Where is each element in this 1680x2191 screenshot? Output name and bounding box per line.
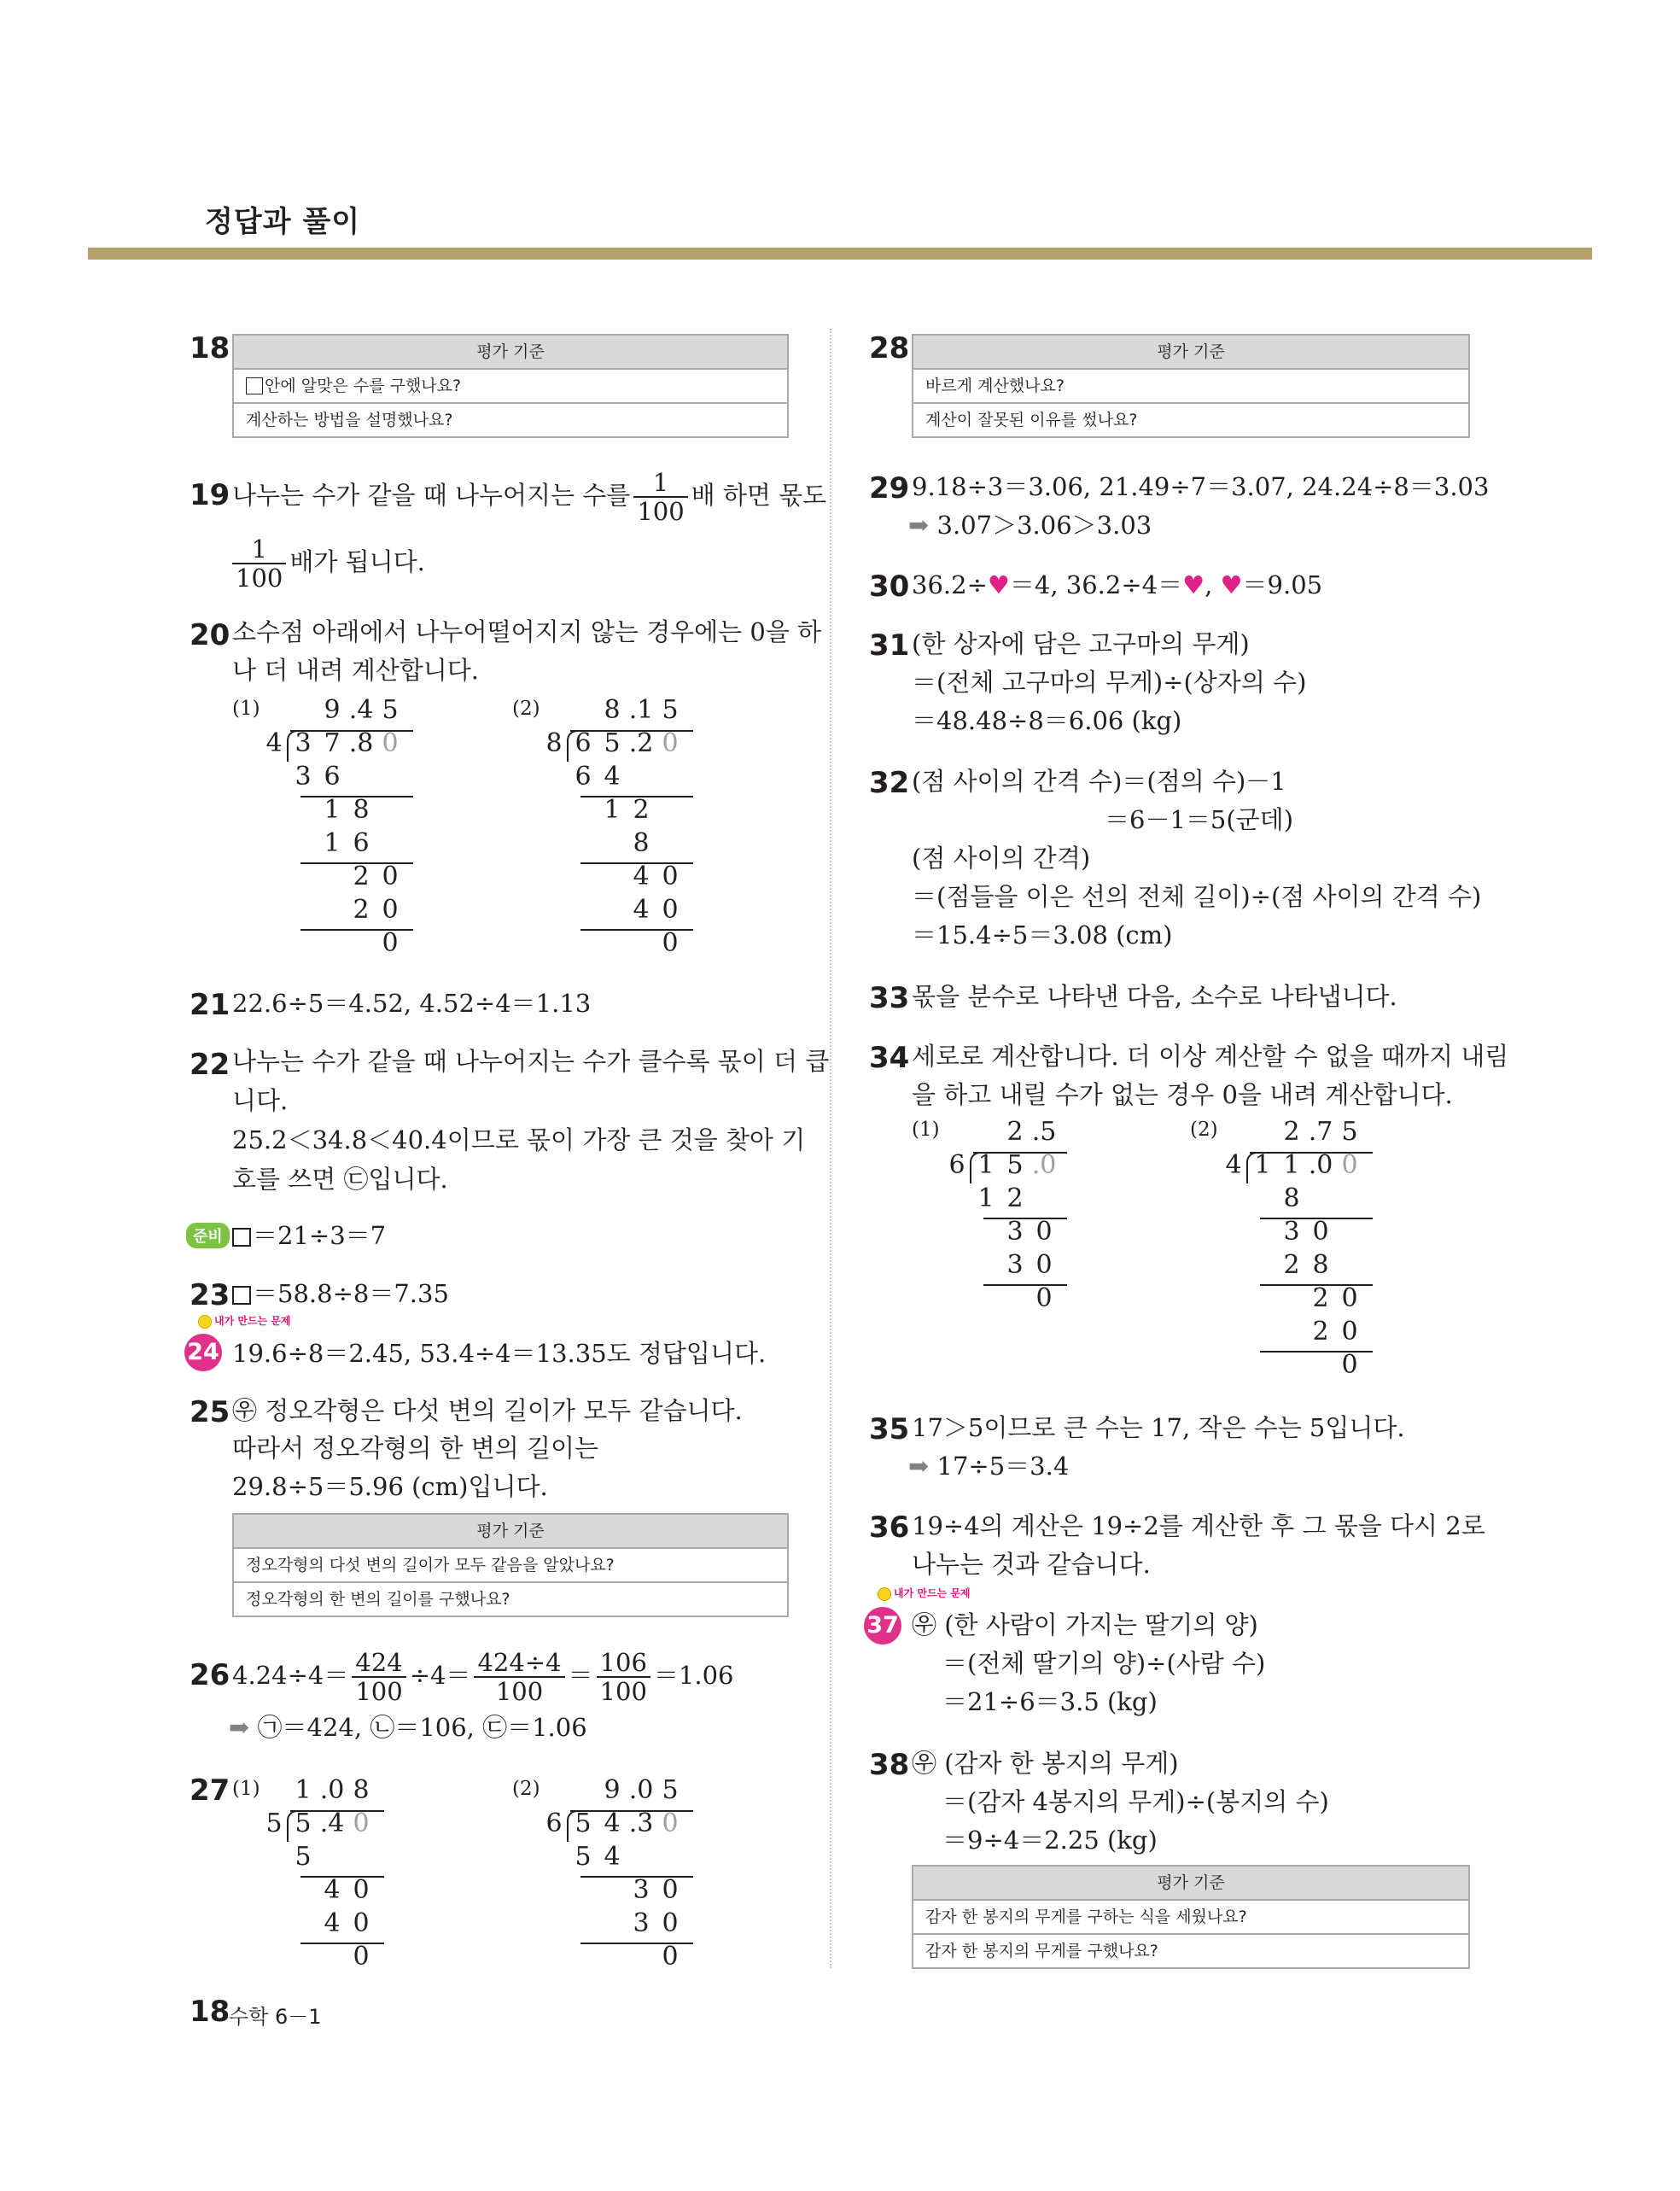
division-digit: 2 <box>633 795 650 825</box>
heart-icon: ♥ <box>987 570 1010 599</box>
heart-icon: ♥ <box>1220 570 1243 599</box>
division-digit: 0 <box>662 1908 679 1938</box>
q33-number: 33 <box>869 981 910 1015</box>
division-digit: 3 <box>1006 1250 1024 1280</box>
division-digit: 6 <box>575 762 592 792</box>
division-digit: 0 <box>1341 1350 1358 1380</box>
division-digit: 3 <box>633 1908 650 1938</box>
q32-line5: ＝15.4÷5＝3.08 (cm) <box>912 920 1173 949</box>
q38-number: 38 <box>869 1748 910 1782</box>
junbi-text: ＝21÷3＝7 <box>232 1223 386 1248</box>
division-digit: 3 <box>1006 1217 1024 1247</box>
division-digit: 0 <box>353 1908 370 1938</box>
division-digit: 0 <box>353 1875 370 1905</box>
criteria-row: 계산이 잘못된 이유를 썼나요? <box>913 402 1468 436</box>
division-digit: 4 <box>604 1842 621 1872</box>
division-digit: .2 <box>628 728 654 758</box>
q25-number: 25 <box>190 1395 230 1429</box>
q36-line2: 나누는 것과 같습니다. <box>912 1550 1151 1579</box>
q34-line2: 을 하고 내릴 수가 없는 경우 0을 내려 계산합니다. <box>912 1080 1453 1109</box>
division-digit: 6 <box>353 828 370 858</box>
division-digit: 3 <box>1283 1217 1300 1247</box>
division-digit: 0 <box>353 1942 370 1972</box>
division-digit: 2 <box>1006 1183 1024 1213</box>
division-digit: 6 <box>545 1808 563 1838</box>
division-digit: 1 <box>1254 1150 1271 1180</box>
division-digit: 1 <box>324 828 341 858</box>
q27-number: 27 <box>190 1773 230 1808</box>
division-digit: 8 <box>1312 1250 1329 1280</box>
division-digit: 0 <box>662 728 679 758</box>
division-digit: 3 <box>295 762 312 792</box>
blank-box-icon <box>246 377 263 394</box>
division-digit: 2 <box>1283 1250 1300 1280</box>
q31-line3: ＝48.48÷8＝6.06 (kg) <box>912 706 1182 735</box>
division-digit: 0 <box>382 728 399 758</box>
division-digit: 2 <box>1312 1283 1329 1313</box>
division-digit: 4 <box>324 1908 341 1938</box>
division-digit: 2 <box>1006 1117 1024 1147</box>
division-digit: 5 <box>662 695 679 725</box>
division-digit: 0 <box>382 895 399 925</box>
part-label: (1) <box>232 698 260 720</box>
q33-text: 몫을 분수로 나타낸 다음, 소수로 나타냅니다. <box>912 982 1397 1011</box>
q32-line4: ＝(점들을 이은 선의 전체 길이)÷(점 사이의 간격 수) <box>912 882 1482 911</box>
q32-line3: (점 사이의 간격) <box>912 844 1091 873</box>
my-problem-note: 내가 만드는 문제 <box>198 1313 291 1329</box>
division-digit: 6 <box>948 1150 965 1180</box>
q30-number: 30 <box>869 570 910 604</box>
division-digit: .5 <box>1031 1117 1057 1147</box>
q26-number: 26 <box>190 1658 230 1692</box>
page-subject: 수학 6－1 <box>229 2005 322 2029</box>
q38-line2: ＝(감자 4봉지의 무게)÷(봉지의 수) <box>942 1787 1329 1816</box>
q22-line1: 나누는 수가 같을 때 나누어지는 수가 클수록 몫이 더 큽 <box>232 1047 830 1076</box>
division-digit: 0 <box>1035 1217 1053 1247</box>
division-digit: .0 <box>628 1775 654 1805</box>
q25-line2: 따라서 정오각형의 한 변의 길이는 <box>232 1434 599 1463</box>
smile-icon <box>198 1315 212 1329</box>
criteria-header: 평가 기준 <box>234 336 787 368</box>
q29-number: 29 <box>869 471 910 505</box>
q23-text: ＝58.8÷8＝7.35 <box>232 1281 449 1306</box>
q19-line1: 나누는 수가 같을 때 나누어지는 수를 $\frac{1}{100}$ 배 하면 몫도 <box>232 468 827 526</box>
q20-line1: 소수점 아래에서 나누어떨어지지 않는 경우에는 0을 하 <box>232 617 822 646</box>
q24-text: 19.6÷8＝2.45, 53.4÷4＝13.35도 정답입니다. <box>232 1339 767 1368</box>
division-digit: 5 <box>604 728 621 758</box>
division-digit: 0 <box>1035 1283 1053 1313</box>
division-digit: 5 <box>1341 1117 1358 1147</box>
division-digit: 4 <box>633 895 650 925</box>
division-digit: 4 <box>1225 1150 1242 1180</box>
division-digit: 4 <box>604 762 621 792</box>
part-label: (2) <box>512 698 540 720</box>
division-digit: 5 <box>575 1842 592 1872</box>
division-digit: .4 <box>319 1808 345 1838</box>
division-digit: 0 <box>1341 1317 1358 1347</box>
division-digit: 0 <box>662 928 679 958</box>
my-problem-note: 내가 만드는 문제 <box>878 1586 971 1601</box>
division-digit: 1 <box>977 1183 995 1213</box>
criteria-header: 평가 기준 <box>913 1867 1468 1899</box>
division-digit: .8 <box>348 728 374 758</box>
q32-number: 32 <box>869 766 910 800</box>
junbi-badge: 준비 <box>186 1223 230 1248</box>
q21-number: 21 <box>190 988 230 1022</box>
division-digit: .0 <box>319 1775 345 1805</box>
q28-criteria-table <box>912 334 1470 438</box>
division-digit: 6 <box>324 762 341 792</box>
q21-text: 22.6÷5＝4.52, 4.52÷4＝1.13 <box>232 989 592 1018</box>
right-arrow-icon: ➡ <box>229 1713 250 1742</box>
q36-line1: 19÷4의 계산은 19÷2를 계산한 후 그 몫을 다시 2로 <box>912 1511 1485 1540</box>
division-digit: 0 <box>662 1875 679 1905</box>
division-digit: 1 <box>977 1150 995 1180</box>
criteria-row: 바르게 계산했나요? <box>913 368 1468 402</box>
q31-number: 31 <box>869 628 910 663</box>
division-digit: 7 <box>324 728 341 758</box>
criteria-header: 평가 기준 <box>913 336 1468 368</box>
q29-line2: ➡ 3.07＞3.06＞3.03 <box>908 511 1152 540</box>
division-digit: 3 <box>633 1875 650 1905</box>
division-digit: 8 <box>545 728 563 758</box>
criteria-row: 안에 알맞은 수를 구했나요? <box>234 368 787 402</box>
division-digit: 5 <box>265 1808 283 1838</box>
smile-icon <box>878 1587 891 1601</box>
q25-line3: 29.8÷5＝5.96 (cm)입니다. <box>232 1472 548 1501</box>
q37-line1: ㉾ (한 사람이 가지는 딸기의 양) <box>912 1610 1258 1639</box>
division-digit: 8 <box>604 695 621 725</box>
q19-number: 19 <box>190 478 230 512</box>
division-digit: 8 <box>633 828 650 858</box>
q18-criteria-table <box>232 334 789 438</box>
division-digit: 0 <box>353 1808 370 1838</box>
fraction: $\frac{1}{100}$ <box>633 469 687 525</box>
q20-number: 20 <box>190 618 230 652</box>
division-digit: 0 <box>1341 1150 1358 1180</box>
q32-line2: ＝6－1＝5(군데) <box>1105 805 1294 834</box>
q36-number: 36 <box>869 1510 910 1545</box>
q30-text: 36.2÷♥＝4, 36.2÷4＝♥, ♥＝9.05 <box>912 570 1323 599</box>
division-digit: 0 <box>662 1808 679 1838</box>
q31-line2: ＝(전체 고구마의 무게)÷(상자의 수) <box>912 668 1307 697</box>
q26-equation: 4.24÷4＝ $\frac{424}{100}$ ÷4＝ $\frac{424\div 4}{100}$ ＝ $\frac{106}{100}$ ＝1.06 <box>232 1648 734 1706</box>
criteria-row: 정오각형의 한 변의 길이를 구했나요? <box>234 1581 787 1615</box>
division-digit: 0 <box>1312 1217 1329 1247</box>
fraction: $\frac{106}{100}$ <box>597 1649 650 1705</box>
division-digit: 4 <box>633 862 650 891</box>
division-digit: 9 <box>324 695 341 725</box>
blank-box-icon <box>232 1286 251 1305</box>
division-digit: .7 <box>1308 1117 1333 1147</box>
division-digit: 2 <box>353 862 370 891</box>
fraction: $\frac{1}{100}$ <box>232 535 286 592</box>
q37-line2: ＝(전체 딸기의 양)÷(사람 수) <box>942 1649 1266 1678</box>
q22-line2: 니다. <box>232 1086 289 1115</box>
division-digit: .4 <box>348 695 374 725</box>
division-digit: 3 <box>295 728 312 758</box>
q38-criteria-table <box>912 1865 1470 1969</box>
fraction: $\frac{424\div 4}{100}$ <box>474 1649 564 1705</box>
criteria-row: 계산하는 방법을 설명했나요? <box>234 402 787 436</box>
q22-line3: 25.2＜34.8＜40.4이므로 몫이 가장 큰 것을 찾아 기 <box>232 1125 806 1154</box>
q26-line2: ➡ ㉠＝424, ㉡＝106, ㉢＝1.06 <box>229 1713 587 1742</box>
division-digit: 4 <box>324 1875 341 1905</box>
q34-line1: 세로로 계산합니다. 더 이상 계산할 수 없을 때까지 내림 <box>912 1042 1509 1071</box>
division-digit: 2 <box>1283 1117 1300 1147</box>
q20-line2: 나 더 내려 계산합니다. <box>232 656 479 685</box>
criteria-header: 평가 기준 <box>234 1515 787 1547</box>
division-digit: 0 <box>1035 1250 1053 1280</box>
q25-line1: ㉾ 정오각형은 다섯 변의 길이가 모두 같습니다. <box>232 1396 743 1425</box>
right-arrow-icon: ➡ <box>908 511 930 540</box>
q22-line4: 호를 쓰면 ㉢입니다. <box>232 1165 448 1194</box>
division-digit: 1 <box>604 795 621 825</box>
criteria-row: 정오각형의 다섯 변의 길이가 모두 같음을 알았나요? <box>234 1547 787 1581</box>
division-digit: 1 <box>324 795 341 825</box>
right-arrow-icon: ➡ <box>908 1452 930 1481</box>
division-digit: 0 <box>662 895 679 925</box>
header-rule <box>88 248 1592 260</box>
q31-line1: (한 상자에 담은 고구마의 무게) <box>912 629 1250 658</box>
division-digit: 4 <box>604 1808 621 1838</box>
q32-line1: (점 사이의 간격 수)＝(점의 수)－1 <box>912 767 1286 796</box>
division-digit: 0 <box>662 862 679 891</box>
q18-number: 18 <box>190 331 230 365</box>
q38-line1: ㉾ (감자 한 봉지의 무게) <box>912 1749 1179 1778</box>
q29-line1: 9.18÷3＝3.06, 21.49÷7＝3.07, 24.24÷8＝3.03 <box>912 472 1490 501</box>
division-digit: 5 <box>662 1775 679 1805</box>
division-digit: 5 <box>295 1808 312 1838</box>
q22-number: 22 <box>190 1048 230 1082</box>
q24-number: 24 <box>184 1334 222 1371</box>
division-digit: 1 <box>1283 1150 1300 1180</box>
fraction: $\frac{424}{100}$ <box>352 1649 405 1705</box>
division-digit: 5 <box>295 1842 312 1872</box>
division-digit: .1 <box>628 695 654 725</box>
division-digit: 0 <box>1341 1283 1358 1313</box>
division-digit: 8 <box>353 795 370 825</box>
q37-number: 37 <box>864 1607 901 1645</box>
criteria-row: 감자 한 봉지의 무게를 구했나요? <box>913 1933 1468 1967</box>
q37-line3: ＝21÷6＝3.5 (kg) <box>942 1687 1158 1716</box>
division-digit: .3 <box>628 1808 654 1838</box>
q19-line2: $\frac{1}{100}$ 배가 됩니다. <box>229 533 425 592</box>
heart-icon: ♥ <box>1182 570 1205 599</box>
part-label: (1) <box>912 1119 940 1141</box>
q35-line2: ➡ 17÷5＝3.4 <box>908 1452 1070 1481</box>
q35-number: 35 <box>869 1412 910 1446</box>
division-digit: .0 <box>1031 1150 1057 1180</box>
division-digit: 8 <box>353 1775 370 1805</box>
division-digit: 4 <box>265 728 283 758</box>
division-digit: 0 <box>662 1942 679 1972</box>
blank-box-icon <box>232 1228 251 1247</box>
division-digit: 2 <box>1312 1317 1329 1347</box>
column-divider <box>830 329 831 1968</box>
page-number: 18 <box>190 1995 230 2029</box>
division-digit: 1 <box>295 1775 312 1805</box>
division-digit: 5 <box>1006 1150 1024 1180</box>
part-label: (2) <box>512 1778 540 1800</box>
division-digit: 2 <box>353 895 370 925</box>
page-header-title: 정답과 풀이 <box>205 205 361 239</box>
q28-number: 28 <box>869 331 910 365</box>
q35-line1: 17＞5이므로 큰 수는 17, 작은 수는 5입니다. <box>912 1413 1405 1442</box>
division-digit: 5 <box>382 695 399 725</box>
division-digit: 0 <box>382 928 399 958</box>
q34-number: 34 <box>869 1041 910 1075</box>
criteria-row: 감자 한 봉지의 무게를 구하는 식을 세웠나요? <box>913 1899 1468 1933</box>
division-digit: 9 <box>604 1775 621 1805</box>
part-label: (2) <box>1190 1119 1218 1141</box>
division-digit: 6 <box>575 728 592 758</box>
q38-line3: ＝9÷4＝2.25 (kg) <box>942 1826 1158 1855</box>
division-digit: 5 <box>575 1808 592 1838</box>
division-digit: 0 <box>382 862 399 891</box>
q23-number: 23 <box>190 1278 230 1312</box>
q25-criteria-table <box>232 1513 789 1617</box>
division-digit: .0 <box>1308 1150 1333 1180</box>
part-label: (1) <box>232 1778 260 1800</box>
division-digit: 8 <box>1283 1183 1300 1213</box>
